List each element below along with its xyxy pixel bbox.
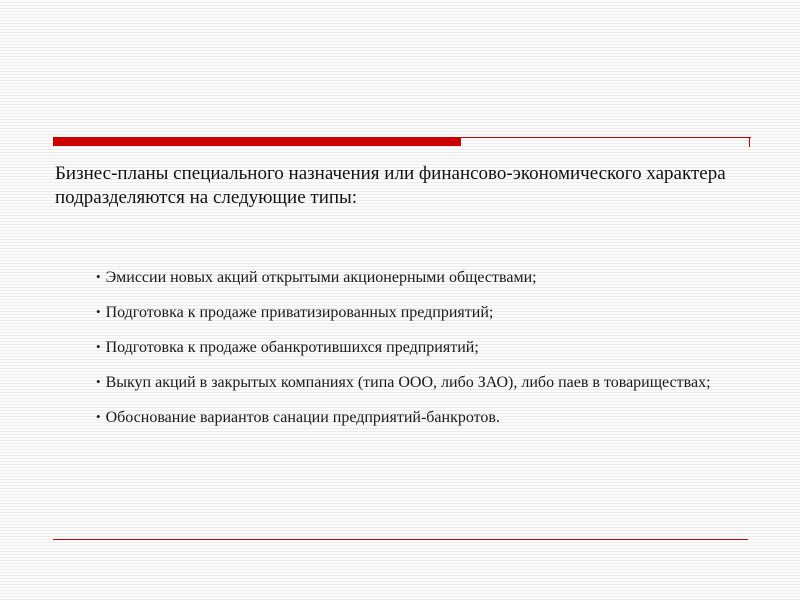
list-item — [96, 373, 756, 393]
list-item — [96, 268, 756, 288]
list-item-text: Выкуп акций в закрытых компаниях (типа ООО, либо ЗАО), либо паев в товариществах; — [105, 374, 711, 391]
bullet-icon: • — [96, 374, 101, 389]
list-item — [96, 303, 756, 323]
slide-intro-text: Бизнес-планы специального назначения или финансово-экономического характера подразделяются на следующие типы: — [55, 163, 726, 208]
bullet-list — [96, 268, 756, 443]
decorative-red-line-stub — [749, 137, 750, 147]
decorative-red-bar — [53, 137, 461, 146]
list-item-text: Обоснование вариантов санации предприятий-банкротов. — [105, 409, 500, 426]
list-item-text: Подготовка к продаже приватизированных предприятий; — [105, 304, 494, 321]
list-item-text: Подготовка к продаже обанкротившихся предприятий; — [105, 339, 479, 356]
bullet-icon: • — [96, 304, 101, 319]
list-item — [96, 338, 756, 358]
decorative-red-line-top — [461, 137, 751, 138]
bullet-icon: • — [96, 339, 101, 354]
bullet-icon: • — [96, 409, 101, 424]
bullet-icon: • — [96, 269, 101, 284]
decorative-red-line-bottom — [53, 539, 748, 540]
list-item-text: Эмиссии новых акций открытыми акционерными обществами; — [105, 269, 537, 286]
list-item — [96, 408, 756, 428]
